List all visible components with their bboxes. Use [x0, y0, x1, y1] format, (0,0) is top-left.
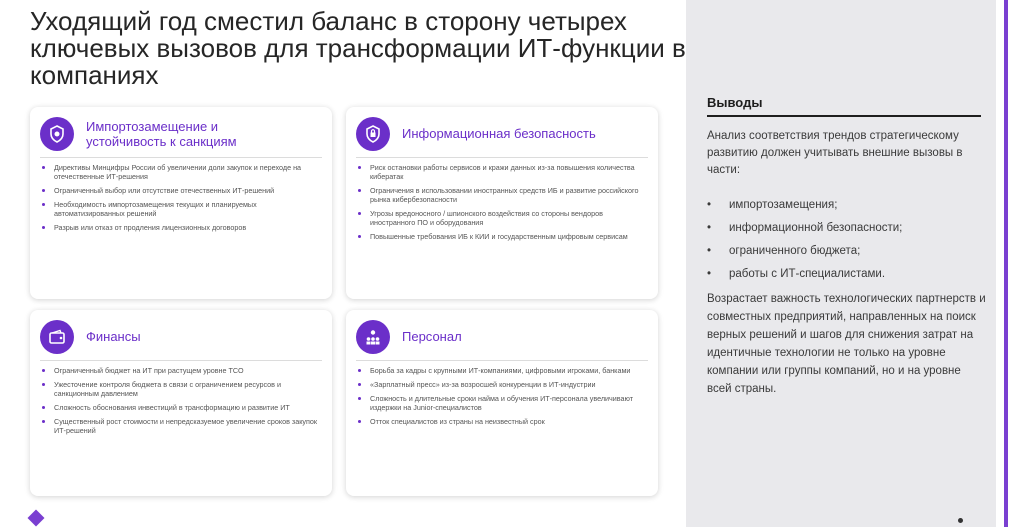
wallet-icon — [40, 320, 74, 354]
list-item: • работы с ИТ-специалистами. — [707, 263, 987, 286]
card-header — [40, 320, 322, 358]
divider — [40, 360, 322, 361]
list-item: Ограниченный бюджет на ИТ при растущем уровне TCO — [42, 366, 322, 375]
panel-intro: Анализ соответствия трендов стратегическому развитию должен учитывать внешние вызовы в части: — [707, 130, 963, 176]
card-list — [42, 163, 322, 237]
divider — [707, 115, 981, 117]
list-item: Существенный рост стоимости и непредсказуемое увеличение сроков закупок ИТ-решений — [42, 417, 322, 435]
list-item: Ограниченный выбор или отсутствие отечественных ИТ-решений — [42, 186, 322, 195]
accent-edge-line — [1004, 0, 1008, 527]
panel-outro: Возрастает важность технологических партнерств и совместных предприятий, направленных на поиск верных решений и шагов для снижения затрат на идентичные технологии не только на уровне компании или группы компаний, но и на уровне всей страны. — [707, 293, 986, 395]
card-title: Финансы — [86, 329, 141, 344]
list-item: Угрозы вредоносного / шпионского воздействия со стороны вендоров иностранного ПО и оборудования — [358, 209, 648, 227]
people-icon — [356, 320, 390, 354]
card-header — [356, 117, 648, 155]
card-personnel — [346, 310, 658, 496]
divider — [356, 360, 648, 361]
list-item: Директивы Минцифры России об увеличении доли закупок и переходе на отечественные ИТ-решения — [42, 163, 322, 181]
list-item: Сложность и длительные сроки найма и обучения ИТ-персонала увеличивают издержки на Junior-специалистов — [358, 394, 648, 412]
card-title: Персонал — [402, 329, 462, 344]
list-item: • информационной безопасности; — [707, 217, 987, 240]
list-item: • ограниченного бюджета; — [707, 240, 987, 263]
card-title: Информационная безопасность — [402, 126, 596, 141]
diamond-marker-icon — [28, 510, 45, 527]
divider — [356, 157, 648, 158]
card-import-substitution — [30, 107, 332, 299]
list-item: Разрыв или отказ от продления лицензионных договоров — [42, 223, 322, 232]
list-item: Борьба за кадры с крупными ИТ-компаниями, цифровыми игроками, банками — [358, 366, 648, 375]
panel-heading: Выводы — [707, 95, 763, 110]
card-list — [42, 366, 322, 440]
card-list — [358, 366, 648, 431]
page-title: Уходящий год сместил баланс в сторону четырех ключевых вызовов для трансформации ИТ-функции в компаниях — [30, 6, 686, 90]
card-header — [356, 320, 648, 358]
panel-list — [707, 194, 987, 286]
list-item: Повышенные требования ИБ к КИИ и государственным цифровым сервисам — [358, 232, 648, 241]
list-item: Ужесточение контроля бюджета в связи с ограничением ресурсов и санкционным давлением — [42, 380, 322, 398]
divider — [40, 157, 322, 158]
list-item: Риск остановки работы сервисов и кражи данных из-за повышения количества кибератак — [358, 163, 648, 181]
list-item: • импортозамещения; — [707, 194, 987, 217]
security-shield-icon — [356, 117, 390, 151]
list-item: Ограничения в использовании иностранных средств ИБ и развитие российского рынка кибербезопасности — [358, 186, 648, 204]
card-information-security — [346, 107, 658, 299]
list-item: Необходимость импортозамещения текущих и планируемых автоматизированных решений — [42, 200, 322, 218]
card-title: Импортозамещение и устойчивость к санкциям — [86, 119, 237, 149]
card-finance — [30, 310, 332, 496]
dot-icon — [958, 518, 963, 523]
card-header — [40, 117, 322, 155]
card-list — [358, 163, 648, 246]
shield-crest-icon — [40, 117, 74, 151]
list-item: Сложность обоснования инвестиций в трансформацию и развитие ИТ — [42, 403, 322, 412]
list-item: «Зарплатный пресс» из-за возросшей конкуренции в ИТ-индустрии — [358, 380, 648, 389]
list-item: Отток специалистов из страны на неизвестный срок — [358, 417, 648, 426]
